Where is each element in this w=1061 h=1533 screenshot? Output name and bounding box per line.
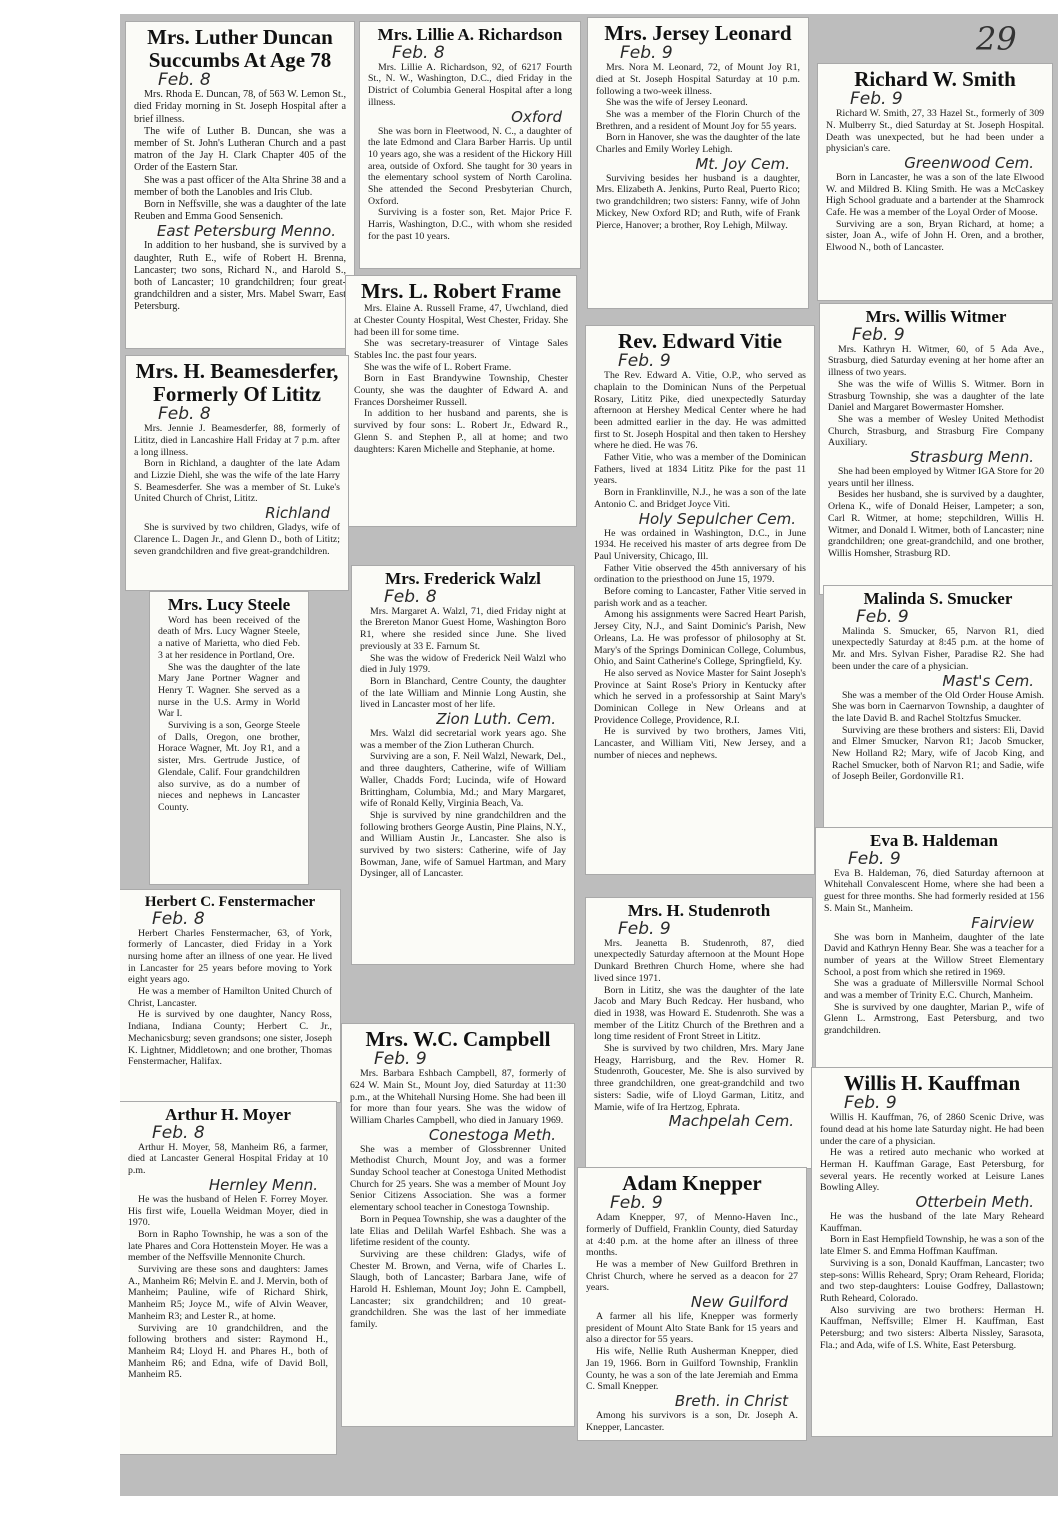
obituary-paragraph: Willis H. Kauffman, 76, of 2860 Scenic Drive, was found dead at his home late Saturday night. He had been under the care of a physician.: [820, 1112, 1044, 1147]
obituary-paragraph: She was the wife of L. Robert Frame.: [364, 361, 512, 373]
obituary-paragraph: Surviving are 10 grandchildren, and the following brothers and sister: Raymond H., Manheim R4; Lloyd H. and Phares H., both of Manheim R6; and Edna, wife of David Boll, Manheim R5.: [128, 1322, 328, 1381]
obituary-paragraph: He was a member of Hamilton United Church of Christ, Lancaster.: [128, 986, 332, 1009]
handwritten-date: Feb. 8: [152, 908, 205, 929]
handwritten-note: East Petersburg Menno.: [156, 222, 336, 241]
clipping-knepper: [578, 1168, 806, 1440]
obituary-paragraph: Surviving are these children: Gladys, wife of Chester M. Brown, and Verna, wife of Charles L. Slaugh, both of Lancaster; Barbara Jane, wife of Harold H. Eshleman, Mount Joy; John E. Campbell, Lancaster; six grandchildren; and 10 great-grandchildren. She was the last of her immediate family.: [350, 1248, 566, 1331]
obituary-paragraph: Born in Rapho Township, he was a son of the late Phares and Cora Hottenstein Moyer. He was a member of the Neffsville Mennonite Church.: [128, 1228, 328, 1264]
obituary-paragraph: She was a member of Glossbrenner United Methodist Church, Mount Joy, and was a former Sunday School teacher at Conestoga United Methodist Church for 25 years. She was a member of Mount Joy Senior Citizens Association. She was a former elementary school teacher in Conestoga Township.: [350, 1143, 566, 1214]
handwritten-date: Feb. 9: [620, 43, 673, 64]
obituary-paragraph: He was a member of New Guilford Brethren in Christ Church, where he served as a deacon for 27 years.: [586, 1258, 798, 1294]
obituary-paragraph: She was a past officer of the Alta Shrine 38 and a member of both the Lanobles and Iris Club.: [134, 174, 346, 198]
title-line: Succumbs At Age 78: [148, 48, 332, 73]
handwritten-date: Feb. 9: [856, 606, 909, 627]
handwritten-note: Breth. in Christ: [674, 1391, 788, 1410]
obituary-paragraph: She was a member of the Old Order House Amish. She was born in Caernarvon Township, a daughter of the late David B. and Rachel Stoltzfus Smucker.: [832, 689, 1044, 724]
obituary-paragraph: The wife of Luther B. Duncan, she was a member of St. John's Lutheran Church and a past matron of the Jay H. Clark Chapter 405 of the Order of the Eastern Star.: [134, 125, 346, 174]
handwritten-date: Feb. 9: [852, 324, 905, 345]
obituary-paragraph: Surviving is a son, George Steele of Dalls, Oregon, one brother, Horace Wagner, Mt. Joy R1, and a sister, Mrs. Gertrude Justice, of Glendale, Calif. Four grandchildren also survive, as do a number of nieces and nephews in Lancaster County.: [158, 720, 300, 813]
clipping-leonard: [588, 18, 808, 308]
obituary-paragraph: She was a member of Wesley United Methodist Church, Strasburg, and Strasburg Fire Company Auxiliary.: [828, 413, 1044, 449]
handwritten-note: Mt. Joy Cem.: [695, 154, 790, 173]
obituary-paragraph: Mrs. Kathryn H. Witmer, 60, of 5 Ada Ave., Strasburg, died Saturday evening at her home after an illness of two years.: [828, 343, 1044, 379]
handwritten-note: Holy Sepulcher Cem.: [638, 509, 796, 528]
clipping-studenroth: [586, 898, 812, 1168]
obituary-paragraph: Born in Lititz, she was the daughter of the late Jacob and Mary Buch Redcay. Her husband, who died in 1938, was Howard E. Studenroth. She was a member of the Lititz Church of the Brethren and a long time resident of Front Street in Lititz.: [594, 984, 804, 1043]
handwritten-note: Fairview: [971, 913, 1034, 932]
handwritten-date: Feb. 9: [618, 918, 671, 939]
obituary-paragraph: Adam Knepper, 97, of Menno-Haven Inc., formerly of Duffield, Franklin County, died Saturday at 4:40 p.m. at the home after an illness of three months.: [586, 1212, 798, 1259]
obituary-paragraph: Mrs. Barbara Eshbach Campbell, 87, formerly of 624 W. Main St., Mount Joy, died Saturday at 11:30 p.m., at the Whitehall Nursing Home. She had been ill for more than four years. She was the widow of William Charles Campbell, who died in January 1969.: [350, 1068, 566, 1126]
obituary-paragraph: Surviving are these sons and daughters: James A., Manheim R6; Melvin E. and J. Mervin, both of Manheim; Pauline, wife of Richard Shirk, Manheim R5; Joyce M., wife of Alvin Weaver, Manheim R3; and Lester R., at home.: [128, 1264, 328, 1322]
obituary-paragraph: In addition to her husband, she is survived by a daughter, Ruth E., wife of Robert H. Brenna, Lancaster; two sons, Richard N., and Harold S., both of Lancaster; 10 grandchildren; four great-grandchildren and a sister, Mrs. Mabel Swarr, East Petersburg.: [134, 240, 346, 313]
obituary-paragraph: Born in Franklinville, N.J., he was a son of the late Antonio C. and Bridget Joyce Viti.: [594, 487, 806, 510]
obituary-paragraph: Born in East Hempfield Township, he was a son of the late Elmer S. and Emma Hoffman Kauffman.: [820, 1234, 1044, 1258]
obituary-paragraph: She was the daughter of the late Mary Jane Portner Wagner and Henry T. Wagner. She served as a nurse in the U.S. Army in World War I.: [158, 661, 300, 720]
obituary-paragraph: She was the wife of Willis S. Witmer. Born in Strasburg Township, she was a daughter of the late Daniel and Margaret Bowermaster Homsher.: [828, 378, 1044, 414]
obituary-paragraph: The Rev. Edward A. Vitie, O.P., who served as chaplain to the Dominican Nuns of the Perpetual Rosary, Lititz Pike, died unexpectedly Saturday afternoon at Hershey Medical Center where he had been admitted earlier in the day. He was admitted first to St. Joseph Hospital and then taken to Hershey where he died. He was 76.: [594, 370, 806, 452]
obituary-paragraph: She is survived by two children, Mrs. Mary Jane Heagy, Harrisburg, and the Rev. Homer R. Studenroth, Goucester, Me. She is also survived by three grandchildren, one great-grandchild and two sisters: Sadie, wife of Lloyd Garman, Lititz, and Mamie, wife of Ira Hertzog, Ephrata.: [594, 1043, 804, 1113]
handwritten-note: Hernley Menn.: [208, 1175, 318, 1194]
clipping-beamesderfer: [126, 356, 348, 590]
obituary-paragraph: Among his assignments were Sacred Heart Parish, Jersey City, N.J., and Saint Dominic's Parish, New Orleans, La. He was professor of philosophy at St. Mary's of the Springs Dominican College, Columbus, Ohio, and Saint Catherine's College, Springfield, Ky.: [594, 609, 806, 668]
handwritten-date: Feb. 9: [618, 351, 671, 372]
obituary-paragraph: She was the wife of Jersey Leonard.: [606, 97, 748, 109]
clipping-smith: [818, 64, 1052, 300]
obituary-paragraph: She was a graduate of Millersville Normal School and was a member of Trinity E.C. Church, Manheim.: [824, 978, 1044, 1002]
clipping-title: Willis H. Kauffman: [843, 1071, 1021, 1095]
clipping-vitie: [586, 326, 814, 874]
obituary-paragraph: In addition to her husband and parents, she is survived by four sons: L. Robert Jr., Edward R., Glenn S. and Stephen P., all at home; and two daughters: Karen Michelle and Stephanie, at home.: [354, 408, 568, 455]
obituary-paragraph: Before coming to Lancaster, Father Vitie served in parish work and as a teacher.: [594, 586, 806, 609]
obituary-paragraph: Father Vitie, who was a member of the Dominican Fathers, lived at 1834 Lititz Pike for the past 11 years.: [594, 452, 806, 487]
obituary-paragraph: Born in Richland, a daughter of the late Adam and Lizzie Diehl, she was the wife of the late Harry S. Beamesderfer. She was a member of St. Luke's United Church of Christ, Lititz.: [134, 458, 340, 505]
clipping-title: Adam Knepper: [622, 1171, 762, 1195]
obituary-paragraph: Surviving is a son, Donald Kauffman, Lancaster; two step-sons: Willis Reheard, Spry; Oram Reheard, Florida; and two step-daughters: Louise Godfrey, Dallastown; Ruth Reheard, Colorado.: [820, 1257, 1044, 1304]
clipping-kauffman: [812, 1068, 1052, 1436]
handwritten-note: New Guilford: [690, 1293, 788, 1312]
obituary-paragraph: Surviving is a foster son, Ret. Major Price F. Harris, Washington, D.C., with whom she resided for the past 10 years.: [368, 207, 572, 242]
clipping-campbell: [342, 1024, 574, 1426]
obituary-paragraph: Mrs. Nora M. Leonard, 72, of Mount Joy R1, died at St. Joseph Hospital Saturday at 10 p.m. following a two-week illness.: [596, 62, 800, 97]
handwritten-date: Feb. 8: [392, 42, 445, 63]
clipping-title: Mrs. Lucy Steele: [167, 595, 291, 614]
obituary-paragraph: Mrs. Margaret A. Walzl, 71, died Friday night at the Brereton Manor Guest Home, Washington Boro R1, where she resided since June. She lived previously at 33 E. Farnum St.: [360, 605, 566, 652]
obituary-paragraph: Mrs. Lillie A. Richardson, 92, of 6217 Fourth St., N. W., Washington, D.C., died Friday in the District of Columbia General Hospital after a long illness.: [368, 61, 572, 108]
obituary-paragraph: He also served as Novice Master for Saint Joseph's Province at Saint Rose's Priory in Kentucky after which he served in a professorship at Saint Mary's Dominican College in New Orleans and at Providence College, Providence, R.I.: [594, 667, 806, 726]
obituary-paragraph: Eva B. Haldeman, 76, died Saturday afternoon at Whitehall Convalescent Home, where she had been a guest for three months. She had formerly resided at 156 S. Main St., Manheim.: [824, 867, 1044, 914]
obituary-paragraph: Malinda S. Smucker, 65, Narvon R1, died unexpectedly Saturday at 8:45 p.m. at the home of Mr. and Mrs. Sylvan Fisher, Paradise R2. She had been under the care of a physician.: [832, 625, 1044, 672]
obituary-paragraph: He was ordained in Washington, D.C., in June 1934. He received his master of arts degree from De Paul University, Chicago, Ill.: [594, 527, 806, 562]
obituary-paragraph: Mrs. Elaine A. Russell Frame, 47, Uwchland, died at Chester County Hospital, West Chester, Friday. She had been ill for some time.: [354, 303, 568, 338]
title-line: Formerly Of Lititz: [153, 382, 321, 407]
obituary-paragraph: Born in Pequea Township, she was a daughter of the late Elias and Delilah Warfel Eshbach. She was a lifetime resident of the county.: [350, 1213, 566, 1249]
obituary-paragraph: He was the husband of Helen F. Forrey Moyer. His first wife, Louella Weidman Moyer, died in 1970.: [128, 1193, 328, 1229]
handwritten-date: Feb. 9: [844, 1093, 897, 1114]
handwritten-note: Greenwood Cem.: [904, 153, 1034, 172]
obituary-paragraph: Surviving are these brothers and sisters: Eli, David and Elmer Smucker, Narvon R1; Jacob Smucker, New Holland R2; Mary, wife of Jacob King, and Rachel Smucker, both of Narvon R1; and Sadie, wife of Joseph Beiler, Gordonville R1.: [832, 724, 1044, 783]
obituary-paragraph: She was a member of the Florin Church of the Brethren, and a resident of Mount Joy for 55 years.: [596, 108, 800, 132]
obituary-paragraph: Father Vitie observed the 45th anniversary of his ordination to the priesthood on June 15, 1979.: [594, 562, 806, 586]
clipping-frame: [346, 276, 576, 526]
obituary-paragraph: Shje is survived by nine grandchildren and the following brothers George Austin, Pine Plains, N.Y., and William Austin Jr., Lancaster. She also is survived by two sisters: Catherine, wife of Jay Bowman, Jane, wife of Samuel Hartman, and Mary Dysinger, all of Lancaster.: [360, 809, 566, 880]
clipping-title: Richard W. Smith: [854, 67, 1016, 91]
scrapbook-page: [120, 14, 1058, 1496]
clipping-title: Mrs. L. Robert Frame: [360, 279, 561, 303]
clipping-title: Mrs. Willis Witmer: [865, 307, 1007, 326]
obituary-paragraph: He was a retired auto mechanic who worked at Herman H. Kauffman Garage, East Petersburg, for several years. He recently worked at Leisure Lanes Bowling Alley.: [820, 1147, 1044, 1194]
clipping-moyer: [120, 1102, 336, 1454]
clipping-title: [134, 26, 346, 72]
obituary-paragraph: Also surviving are two brothers: Herman H. Kauffman, Neffsville; Elmer H. Kauffman, East Petersburg; and two sisters: Alberta Nissley, Sarasota, Fla.; and Ada, wife of I.S. White, East Petersburg.: [820, 1304, 1044, 1351]
obituary-paragraph: Mrs. Rhoda E. Duncan, 78, of 563 W. Lemon St., died Friday morning in St. Joseph Hospital after a brief illness.: [134, 89, 346, 125]
obituary-paragraph: He is survived by two brothers, James Viti, Lancaster, and William Viti, New Jersey, and a number of nieces and nephews.: [594, 726, 806, 761]
obituary-paragraph: Born in Neffsville, she was a daughter of the late Reuben and Emma Good Sensenich.: [134, 199, 346, 223]
handwritten-note: Mast's Cem.: [942, 671, 1034, 690]
clipping-witmer: [820, 304, 1052, 594]
clipping-title: Mrs. Lillie A. Richardson: [377, 25, 563, 44]
clipping-title: Mrs. W.C. Campbell: [365, 1027, 551, 1051]
clipping-smucker: [824, 586, 1052, 830]
obituary-paragraph: Arthur H. Moyer, 58, Manheim R6, a farmer, died at Lancaster General Hospital Friday at 10 p.m.: [128, 1141, 328, 1177]
handwritten-note: Strasburg Menn.: [909, 448, 1034, 467]
obituary-paragraph: Born in East Brandywine Township, Chester County, she was the daughter of Edward A. and Frances Dorsheimer Russell.: [354, 373, 568, 408]
handwritten-note: Oxford: [511, 107, 562, 126]
handwritten-date: Feb. 8: [384, 586, 437, 607]
clipping-richardson: [360, 22, 580, 268]
handwritten-date: Feb. 9: [848, 848, 901, 869]
clipping-steele: [150, 592, 308, 884]
obituary-paragraph: Born in Hanover, she was the daughter of the late Charles and Emily Worley Lehigh.: [596, 132, 800, 156]
obituary-paragraph: He is survived by one daughter, Nancy Ross, Indiana, Indiana County; Herbert C. Jr., Mechanicsburg; seven grandsons; one sister, Joseph K. Lightner, Middletown; and one brother, Thomas Fenstermacher, Halifax.: [128, 1009, 332, 1068]
obituary-paragraph: His wife, Nellie Ruth Ausherman Knepper, died Jan 19, 1966. Born in Guilford Township, Franklin County, he was a son of the late Jeremiah and Emma C. Small Knepper.: [586, 1346, 798, 1393]
obituary-paragraph: Besides her husband, she is survived by a daughter, Orlena K., wife of Donald Heiser, Lampeter; a son, Carl R. Witmer, at home; stepchildren, Willis H. Witmer, and Donald I. Witmer, both of Lancaster; nine grandchildren; one great-grandchild, and one brother, Willis Homsher, Strasburg RD.: [828, 489, 1044, 559]
obituary-paragraph: Born in Blanchard, Centre County, the daughter of the late William and Minnie Long Austin, she lived in Lancaster most of her life.: [360, 675, 566, 711]
obituary-paragraph: Herbert Charles Fenstermacher, 63, of York, formerly of Lancaster, died Friday in a York nursing home after an illness of one year. He lived in Lancaster for 25 years before moving to York eight years ago.: [128, 927, 332, 986]
obituary-paragraph: Mrs. Jennie J. Beamesderfer, 88, formerly of Lititz, died in Lancashire Hall Friday at 7 p.m. after a long illness.: [134, 423, 340, 458]
title-line: Mrs. Luther Duncan: [147, 25, 333, 49]
clipping-title: Mrs. Jersey Leonard: [604, 21, 792, 45]
obituary-paragraph: She is survived by one daughter, Marian P., wife of Glenn L. Armstrong, East Petersburg, and two grandchildren.: [824, 1001, 1044, 1037]
handwritten-note: Otterbein Meth.: [915, 1193, 1034, 1212]
obituary-paragraph: She is survived by two children, Gladys, wife of Clarence L. Dagen Jr., and Glenn D., both of Lititz; seven grandchildren and five great-grandchildren.: [134, 522, 340, 557]
clipping-title: Eva B. Haldeman: [870, 831, 998, 850]
handwritten-note: Richland: [265, 504, 330, 523]
clipping-walzl: [352, 566, 574, 964]
clipping-title: Malinda S. Smucker: [863, 589, 1013, 608]
clipping-title: Mrs. H. Studenroth: [627, 901, 771, 920]
obituary-paragraph: He was the husband of the late Mary Reheard Kauffman.: [820, 1211, 1044, 1234]
handwritten-date: Feb. 8: [152, 1122, 205, 1143]
handwritten-date: Feb. 9: [374, 1049, 427, 1070]
clipping-haldeman: [816, 828, 1052, 1078]
obituary-paragraph: Born in Lancaster, he was a son of the late Elwood W. and Mildred B. Kling Smith. He was a McCaskey High School graduate and a bartender at the Shamrock Cafe. He was a member of the Loyal Order of Moose.: [826, 171, 1044, 219]
handwritten-date: Feb. 8: [158, 70, 211, 91]
obituary-paragraph: Word has been received of the death of Mrs. Lucy Wagner Steele, a native of Marietta, who died Feb. 3 at her residence in Portland, Ore.: [158, 614, 300, 661]
obituary-paragraph: Surviving besides her husband is a daughter, Mrs. Elizabeth A. Jenkins, Purto Real, Puerto Rico; two grandchildren; two sisters: Fanny, wife of John Mickey, New Oxford RD; and Ruth, wife of Frank Pierce, Hanover; a brother, Roy Lehigh, Milway.: [596, 172, 800, 231]
obituary-paragraph: Among his survivors is a son, Dr. Joseph A. Knepper, Lancaster.: [586, 1409, 798, 1433]
obituary-paragraph: Surviving are a son, Bryan Richard, at home; a sister, Joan A., wife of John H. Oren, and a brother, Elwood N., both of Lancaster.: [826, 218, 1044, 254]
clipping-title: Mrs. Frederick Walzl: [385, 569, 541, 588]
handwritten-date: Feb. 9: [610, 1193, 663, 1214]
clipping-title: Herbert C. Fenstermacher: [144, 894, 316, 910]
obituary-paragraph: She was born in Fleetwood, N. C., a daughter of the late Edmond and Clara Barber Harris. Up until 10 years ago, she was a resident of the Hickory Hill area, outside of Oxford. She taught for 30 years in the elementary school system of North Carolina. She attended the Second Presbyterian Church, Oxford.: [368, 125, 572, 207]
obituary-paragraph: She was born in Manheim, daughter of the late David and Kathryn Henny Bear. She was a teacher for a number of years at the Willow Street Elementary School, a post from which she retired in 1969.: [824, 931, 1044, 978]
obituary-paragraph: Richard W. Smith, 27, 33 Hazel St., formerly of 309 N. Mulberry St., died Saturday at St. Joseph Hospital. Death was unexpected, but he had been under a physician's care.: [826, 108, 1044, 155]
obituary-paragraph: Surviving are a son, F. Neil Walzl, Newark, Del., and three daughters, Catherine, wife of William Waller, Chadds Ford; Lucinda, wife of Howard Brittingham, Columbia, Md.; and Mary Margaret, wife of Ronald Kelly, Virginia Beach, Va.: [360, 751, 566, 810]
handwritten-date: Feb. 8: [158, 404, 211, 425]
clipping-title: Arthur H. Moyer: [165, 1105, 291, 1124]
clipping-duncan: [126, 22, 354, 348]
obituary-paragraph: Mrs. Walzl did secretarial work years ago. She was a member of the Zion Lutheran Church.: [360, 728, 566, 751]
clipping-fenstermacher: [120, 890, 340, 1102]
obituary-paragraph: She was the widow of Frederick Neil Walzl who died in July 1979.: [360, 652, 566, 676]
obituary-paragraph: Mrs. Jeanetta B. Studenroth, 87, died unexpectedly Saturday afternoon at the Mount Hope Dunkard Brethren Church Home, where she had lived since 1971.: [594, 937, 804, 984]
title-line: Mrs. H. Beamesderfer,: [135, 359, 339, 383]
obituary-paragraph: She had been employed by Witmer IGA Store for 20 years until her illness.: [828, 466, 1044, 489]
obituary-paragraph: She was secretary-treasurer of Vintage Sales Stables Inc. the past four years.: [354, 338, 568, 361]
handwritten-page-number: 29: [976, 20, 1017, 58]
handwritten-note: Conestoga Meth.: [428, 1125, 556, 1144]
clipping-title: [134, 360, 340, 406]
clipping-title: Rev. Edward Vitie: [618, 329, 782, 353]
handwritten-note: Zion Luth. Cem.: [436, 710, 556, 729]
handwritten-note: Machpelah Cem.: [668, 1112, 794, 1131]
handwritten-date: Feb. 9: [850, 89, 903, 110]
obituary-paragraph: A farmer all his life, Knepper was formerly president of Mount Alto State Bank for 15 years and also a director for 55 years.: [586, 1311, 798, 1346]
